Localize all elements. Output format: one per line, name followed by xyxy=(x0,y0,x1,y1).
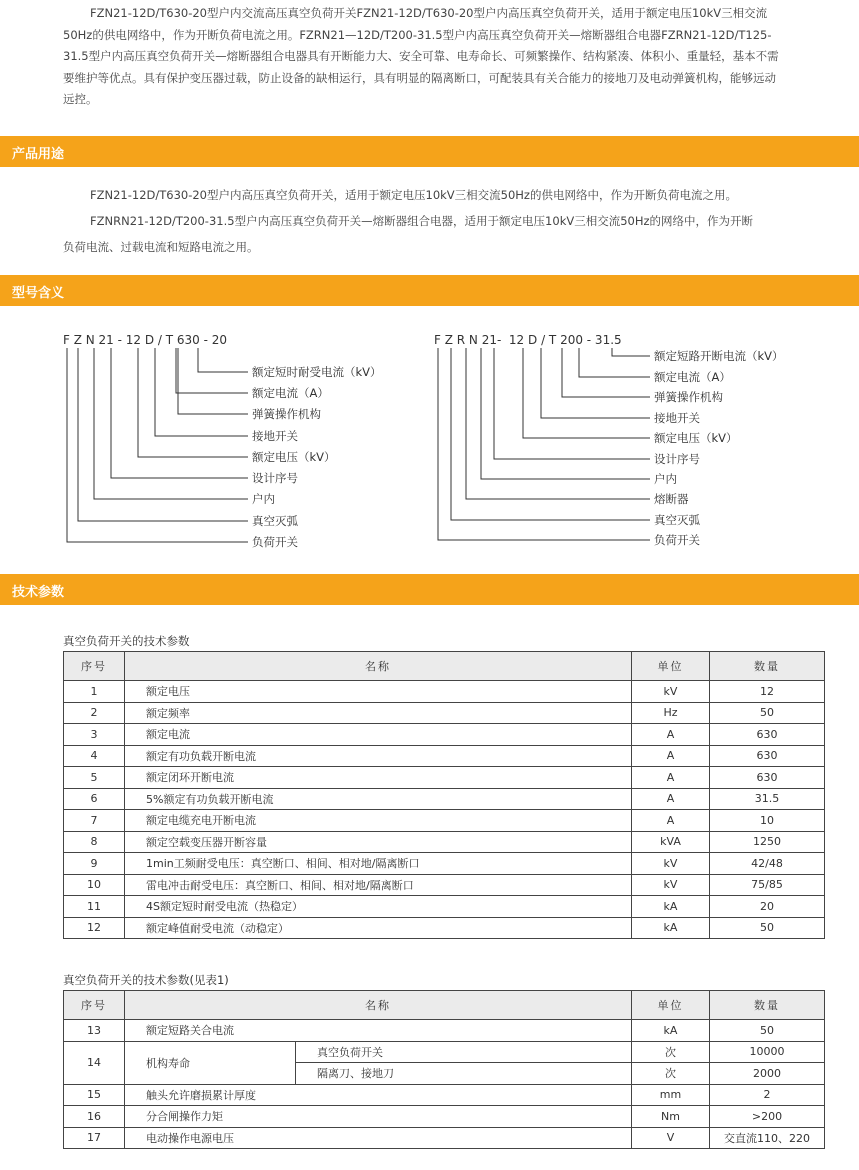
model-right-label: 额定电流（A） xyxy=(654,370,731,384)
table-row xyxy=(64,681,825,703)
cell-no: 3 xyxy=(64,724,125,746)
table-row xyxy=(64,874,825,896)
cell-value: 10000 xyxy=(710,1041,825,1063)
cell-no: 2 xyxy=(64,702,125,724)
cell-name: 分合闸操作力矩 xyxy=(125,1106,632,1128)
model-right-label: 额定电压（kV） xyxy=(654,431,738,445)
usage-line: FZNRN21-12D/T200-31.5型户内高压真空负荷开关—熔断器组合电器，适用于额定电压10kV三相交流50Hz的网络中，作为开断 xyxy=(90,214,754,228)
cell-no: 9 xyxy=(64,853,125,875)
model-right-label: 负荷开关 xyxy=(654,533,700,547)
table-row xyxy=(64,745,825,767)
table-row xyxy=(64,810,825,832)
cell-value: 2 xyxy=(710,1084,825,1106)
intro-line: 50Hz的供电网络中，作为开断负荷电流之用。FZRN21—12D/T200-31.5型户内高压真空负荷开关—熔断器组合电器FZRN21-12D/T125- xyxy=(63,27,772,42)
cell-no: 1 xyxy=(64,681,125,703)
intro-line: 远控。 xyxy=(63,92,98,106)
cell-value: >200 xyxy=(710,1106,825,1128)
cell-unit: A xyxy=(632,745,710,767)
cell-unit: kA xyxy=(632,917,710,939)
cell-name: 触头允许磨损累计厚度 xyxy=(125,1084,632,1106)
table2-caption: 真空负荷开关的技术参数(见表1) xyxy=(63,973,229,987)
cell-unit: kA xyxy=(632,896,710,918)
cell-no: 6 xyxy=(64,788,125,810)
cell-name: 机构寿命 xyxy=(125,1041,296,1084)
cell-unit: Nm xyxy=(632,1106,710,1128)
cell-name: 额定短路关合电流 xyxy=(125,1020,632,1042)
cell-value: 630 xyxy=(710,767,825,789)
cell-name: 5%额定有功负载开断电流 xyxy=(125,788,632,810)
model-left-label: 设计序号 xyxy=(252,471,298,485)
table2 xyxy=(63,990,825,1149)
model-right-label: 弹簧操作机构 xyxy=(654,390,723,404)
table2-header: 单位 xyxy=(632,991,710,1020)
cell-no: 11 xyxy=(64,896,125,918)
cell-value: 50 xyxy=(710,917,825,939)
table-row xyxy=(64,767,825,789)
cell-unit: kV xyxy=(632,853,710,875)
cell-value: 2000 xyxy=(710,1063,825,1085)
model-right-label: 设计序号 xyxy=(654,452,700,466)
cell-value: 630 xyxy=(710,724,825,746)
table-row xyxy=(64,1020,825,1042)
usage-line: 负荷电流、过载电流和短路电流之用。 xyxy=(63,240,259,254)
cell-unit: kVA xyxy=(632,831,710,853)
cell-no: 16 xyxy=(64,1106,125,1128)
table1-header: 名称 xyxy=(125,652,632,681)
cell-value: 50 xyxy=(710,1020,825,1042)
cell-unit: A xyxy=(632,788,710,810)
cell-no: 10 xyxy=(64,874,125,896)
cell-unit: A xyxy=(632,724,710,746)
cell-name: 额定电缆充电开断电流 xyxy=(125,810,632,832)
table2-header: 数量 xyxy=(710,991,825,1020)
cell-value: 20 xyxy=(710,896,825,918)
cell-no: 17 xyxy=(64,1127,125,1149)
table1-header: 序号 xyxy=(64,652,125,681)
cell-no: 8 xyxy=(64,831,125,853)
model-left-label: 负荷开关 xyxy=(252,535,298,549)
model-code-left: F Z N 21 - 12 D / T 630 - 20 xyxy=(63,333,228,347)
model-code-right: F Z R N 21- 12 D / T 200 - 31.5 xyxy=(434,333,622,347)
cell-unit: kV xyxy=(632,874,710,896)
table-row xyxy=(64,788,825,810)
table1 xyxy=(63,651,825,939)
cell-value: 50 xyxy=(710,702,825,724)
table1-caption: 真空负荷开关的技术参数 xyxy=(63,634,190,648)
model-right-label: 熔断器 xyxy=(654,492,689,506)
cell-unit: Hz xyxy=(632,702,710,724)
cell-value: 1250 xyxy=(710,831,825,853)
cell-unit: kA xyxy=(632,1020,710,1042)
model-diagram-lines xyxy=(0,0,859,560)
cell-name: 电动操作电源电压 xyxy=(125,1127,632,1149)
cell-unit: V xyxy=(632,1127,710,1149)
cell-value: 42/48 xyxy=(710,853,825,875)
cell-name: 额定频率 xyxy=(125,702,632,724)
cell-value: 12 xyxy=(710,681,825,703)
model-left-label: 弹簧操作机构 xyxy=(252,407,321,421)
cell-name: 额定峰值耐受电流（动稳定） xyxy=(125,917,632,939)
cell-no: 12 xyxy=(64,917,125,939)
cell-subname: 真空负荷开关 xyxy=(296,1041,632,1063)
cell-no: 4 xyxy=(64,745,125,767)
table-row xyxy=(64,831,825,853)
cell-subname: 隔离刀、接地刀 xyxy=(296,1063,632,1085)
intro-line: 31.5型户内高压真空负荷开关—熔断器组合电器具有开断能力大、安全可靠、电寿命长、可频繁操作、结构紧凑、体积小、重量轻，基本不需 xyxy=(63,49,779,63)
intro-line: 要维护等优点。具有保护变压器过载，防止设备的缺相运行，具有明显的隔离断口，可配装具有关合能力的接地刀及电动弹簧机构，能够远动 xyxy=(63,70,776,85)
table1-header: 单位 xyxy=(632,652,710,681)
model-right-label: 户内 xyxy=(654,472,677,486)
table-row xyxy=(64,917,825,939)
cell-no: 15 xyxy=(64,1084,125,1106)
table-row xyxy=(64,1084,825,1106)
cell-name: 额定电压 xyxy=(125,681,632,703)
cell-value: 10 xyxy=(710,810,825,832)
cell-value: 交直流110、220 xyxy=(710,1127,825,1149)
table1-header: 数量 xyxy=(710,652,825,681)
section-title-model: 型号含义 xyxy=(12,286,65,301)
section-title-params: 技术参数 xyxy=(12,585,65,600)
cell-name: 额定闭环开断电流 xyxy=(125,767,632,789)
cell-value: 75/85 xyxy=(710,874,825,896)
cell-no: 13 xyxy=(64,1020,125,1042)
section-bar-params xyxy=(0,574,859,605)
cell-no: 14 xyxy=(64,1041,125,1084)
cell-no: 7 xyxy=(64,810,125,832)
usage-line: FZN21-12D/T630-20型户内高压真空负荷开关，适用于额定电压10kV三相交流50Hz的供电网络中，作为开断负荷电流之用。 xyxy=(90,188,737,202)
model-left-label: 额定电压（kV） xyxy=(252,450,336,464)
cell-unit: kV xyxy=(632,681,710,703)
cell-name: 额定空载变压器开断容量 xyxy=(125,831,632,853)
cell-no: 5 xyxy=(64,767,125,789)
model-left-label: 额定短时耐受电流（kV） xyxy=(252,365,382,379)
table-row xyxy=(64,1127,825,1149)
cell-unit: 次 xyxy=(632,1041,710,1063)
table-row xyxy=(64,1106,825,1128)
table-row xyxy=(64,896,825,918)
model-left-label: 额定电流（A） xyxy=(252,386,329,400)
model-right-label: 真空灭弧 xyxy=(654,513,700,527)
model-right-label: 额定短路开断电流（kV） xyxy=(654,349,784,363)
model-left-label: 真空灭弧 xyxy=(252,514,298,528)
section-title-usage: 产品用途 xyxy=(12,147,65,162)
model-right-label: 接地开关 xyxy=(654,411,700,425)
intro-line: FZN21-12D/T630-20型户内交流高压真空负荷开关FZN21-12D/T630-20型户内高压真空负荷开关，适用于额定电压10kV三相交流 xyxy=(90,6,768,20)
cell-name: 4S额定短时耐受电流（热稳定） xyxy=(125,896,632,918)
cell-value: 31.5 xyxy=(710,788,825,810)
cell-name: 额定有功负载开断电流 xyxy=(125,745,632,767)
cell-name: 1min工频耐受电压：真空断口、相间、相对地/隔离断口 xyxy=(125,853,632,875)
cell-unit: A xyxy=(632,810,710,832)
cell-name: 额定电流 xyxy=(125,724,632,746)
table2-header: 序号 xyxy=(64,991,125,1020)
table-row xyxy=(64,702,825,724)
cell-unit: A xyxy=(632,767,710,789)
model-left-label: 接地开关 xyxy=(252,429,298,443)
table-row xyxy=(64,853,825,875)
cell-name: 雷电冲击耐受电压：真空断口、相间、相对地/隔离断口 xyxy=(125,874,632,896)
cell-unit: 次 xyxy=(632,1063,710,1085)
table2-header: 名称 xyxy=(125,991,632,1020)
cell-value: 630 xyxy=(710,745,825,767)
cell-unit: mm xyxy=(632,1084,710,1106)
table-row xyxy=(64,1041,825,1063)
table-row xyxy=(64,724,825,746)
model-left-label: 户内 xyxy=(252,492,275,506)
